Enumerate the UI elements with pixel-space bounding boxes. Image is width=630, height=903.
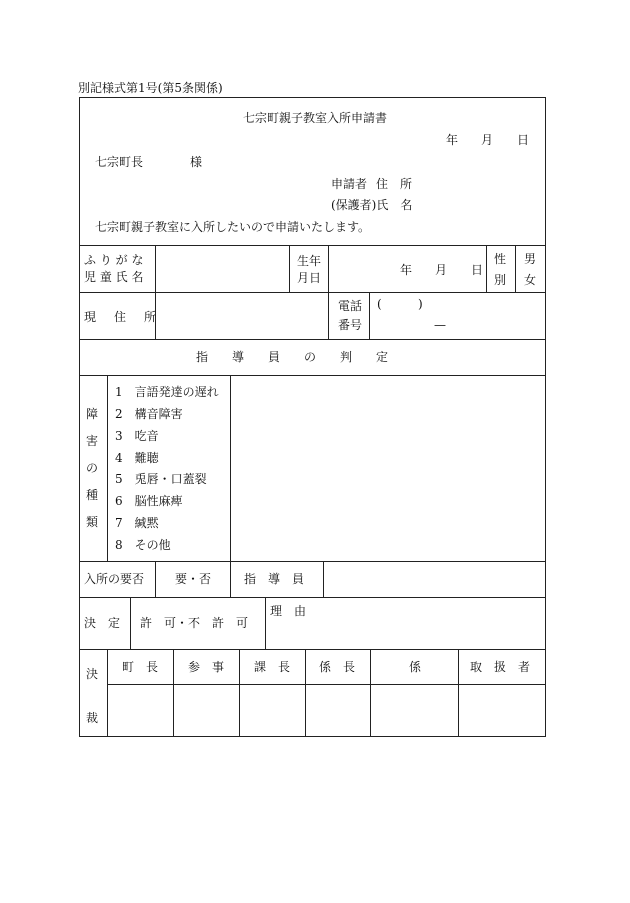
child-name-field[interactable] (157, 247, 287, 291)
disability-type-item: 3 吃音 (115, 429, 159, 443)
form-title: 七宗町親子教室入所申請書 (243, 111, 388, 125)
admission-need-value[interactable]: 要・否 (175, 572, 212, 586)
date-month: 月 (481, 133, 494, 147)
row4-divider-2 (230, 375, 231, 562)
phone-label-2: 番号 (338, 318, 363, 332)
phone-label-1: 電話 (338, 299, 363, 313)
phone-field[interactable] (372, 294, 542, 338)
approval-header: 取 扱 者 (470, 660, 531, 674)
child-name-label: 児 童 氏 名 (84, 270, 144, 284)
decision-label: 決 定 (84, 616, 121, 630)
disability-type-char: の (86, 461, 99, 475)
row4-divider-1 (107, 375, 108, 562)
row4-top-line (79, 375, 546, 376)
row7-top-line (79, 649, 546, 650)
approval-header: 係 (409, 660, 422, 674)
disability-type-char: 障 (86, 407, 99, 421)
disability-type-item: 2 構音障害 (115, 407, 183, 421)
approval-divider-1 (173, 649, 174, 737)
address-label: 住 所 (376, 177, 413, 191)
addressee-sama: 様 (190, 155, 203, 169)
disability-notes-field[interactable] (233, 378, 543, 559)
row1-divider-3 (328, 245, 329, 293)
row1-top-line (79, 245, 546, 246)
phone-dash: — (434, 318, 446, 332)
disability-type-char: 種 (86, 488, 99, 502)
disability-type-item: 1 言語発達の遅れ (115, 385, 219, 399)
row1-divider-1 (155, 245, 156, 293)
decision-value[interactable]: 許 可・不 許 可 (140, 616, 249, 630)
reason-label: 理 由 (270, 604, 307, 618)
sex-label-1: 性 (494, 252, 507, 266)
disability-type-char: 類 (86, 515, 99, 529)
disability-type-item: 6 脳性麻痺 (115, 494, 183, 508)
approval-header: 参 事 (188, 660, 225, 674)
row5-top-line (79, 561, 546, 562)
disability-type-item: 5 兎唇・口蓋裂 (115, 472, 207, 486)
instructor-label: 指 導 員 (244, 572, 305, 586)
birth-year: 年 (400, 263, 413, 277)
row2-divider-2 (328, 292, 329, 340)
instructor-field[interactable] (326, 564, 543, 595)
phone-paren-close: ) (418, 297, 423, 311)
row1-divider-5 (515, 245, 516, 293)
approval-divider-5 (458, 649, 459, 737)
frame-bottom (79, 736, 546, 737)
admission-need-label: 入所の要否 (84, 572, 145, 586)
guardian-name-label: (保護者)氏 名 (331, 198, 413, 212)
row5-divider-2 (230, 561, 231, 597)
application-statement: 七宗町親子教室に入所したいので申請いたします。 (95, 220, 371, 234)
row1-divider-2 (289, 245, 290, 293)
current-address-field[interactable] (157, 294, 326, 338)
disability-type-char: 害 (86, 434, 99, 448)
row6-top-line (79, 597, 546, 598)
frame-left (79, 97, 80, 737)
addressee: 七宗町長 (95, 155, 144, 169)
disability-type-item: 4 難聴 (115, 451, 159, 465)
date-day: 日 (517, 133, 530, 147)
frame-right (545, 97, 546, 737)
row3-top-line (79, 339, 546, 340)
current-address-label: 現 住 所 (84, 310, 160, 324)
approval-divider-2 (239, 649, 240, 737)
approval-divider-4 (370, 649, 371, 737)
approval-divider-0 (107, 649, 108, 737)
sex-label-2: 別 (494, 273, 507, 287)
sex-female[interactable]: 女 (524, 273, 537, 287)
approval-char: 裁 (86, 711, 99, 725)
date-year: 年 (446, 133, 459, 147)
instructor-judgement-heading: 指 導 員 の 判 定 (196, 350, 389, 364)
row2-divider-3 (369, 292, 370, 340)
row2-top-line (79, 292, 546, 293)
approval-header: 係 長 (319, 660, 356, 674)
form-label: 別記様式第1号(第5条関係) (78, 81, 223, 95)
birth-month: 月 (435, 263, 448, 277)
furigana-label: ふ り が な (84, 253, 144, 267)
frame-top (79, 97, 546, 98)
approval-header: 町 長 (122, 660, 159, 674)
approval-char: 決 (86, 667, 99, 681)
birth-day: 日 (471, 263, 484, 277)
row5-divider-3 (323, 561, 324, 597)
disability-type-item: 7 緘黙 (115, 516, 159, 530)
sex-male[interactable]: 男 (524, 252, 537, 266)
approval-header: 課 長 (254, 660, 291, 674)
row1-divider-4 (486, 245, 487, 293)
row6-divider-2 (265, 597, 266, 649)
phone-paren-open: ( (377, 297, 382, 311)
disability-type-item: 8 その他 (115, 538, 171, 552)
row6-divider-1 (130, 597, 131, 649)
birth-label-2: 月日 (297, 271, 322, 285)
applicant-label: 申請者 (331, 177, 368, 191)
row5-divider-1 (155, 561, 156, 597)
approval-divider-3 (305, 649, 306, 737)
birth-label-1: 生年 (297, 254, 322, 268)
